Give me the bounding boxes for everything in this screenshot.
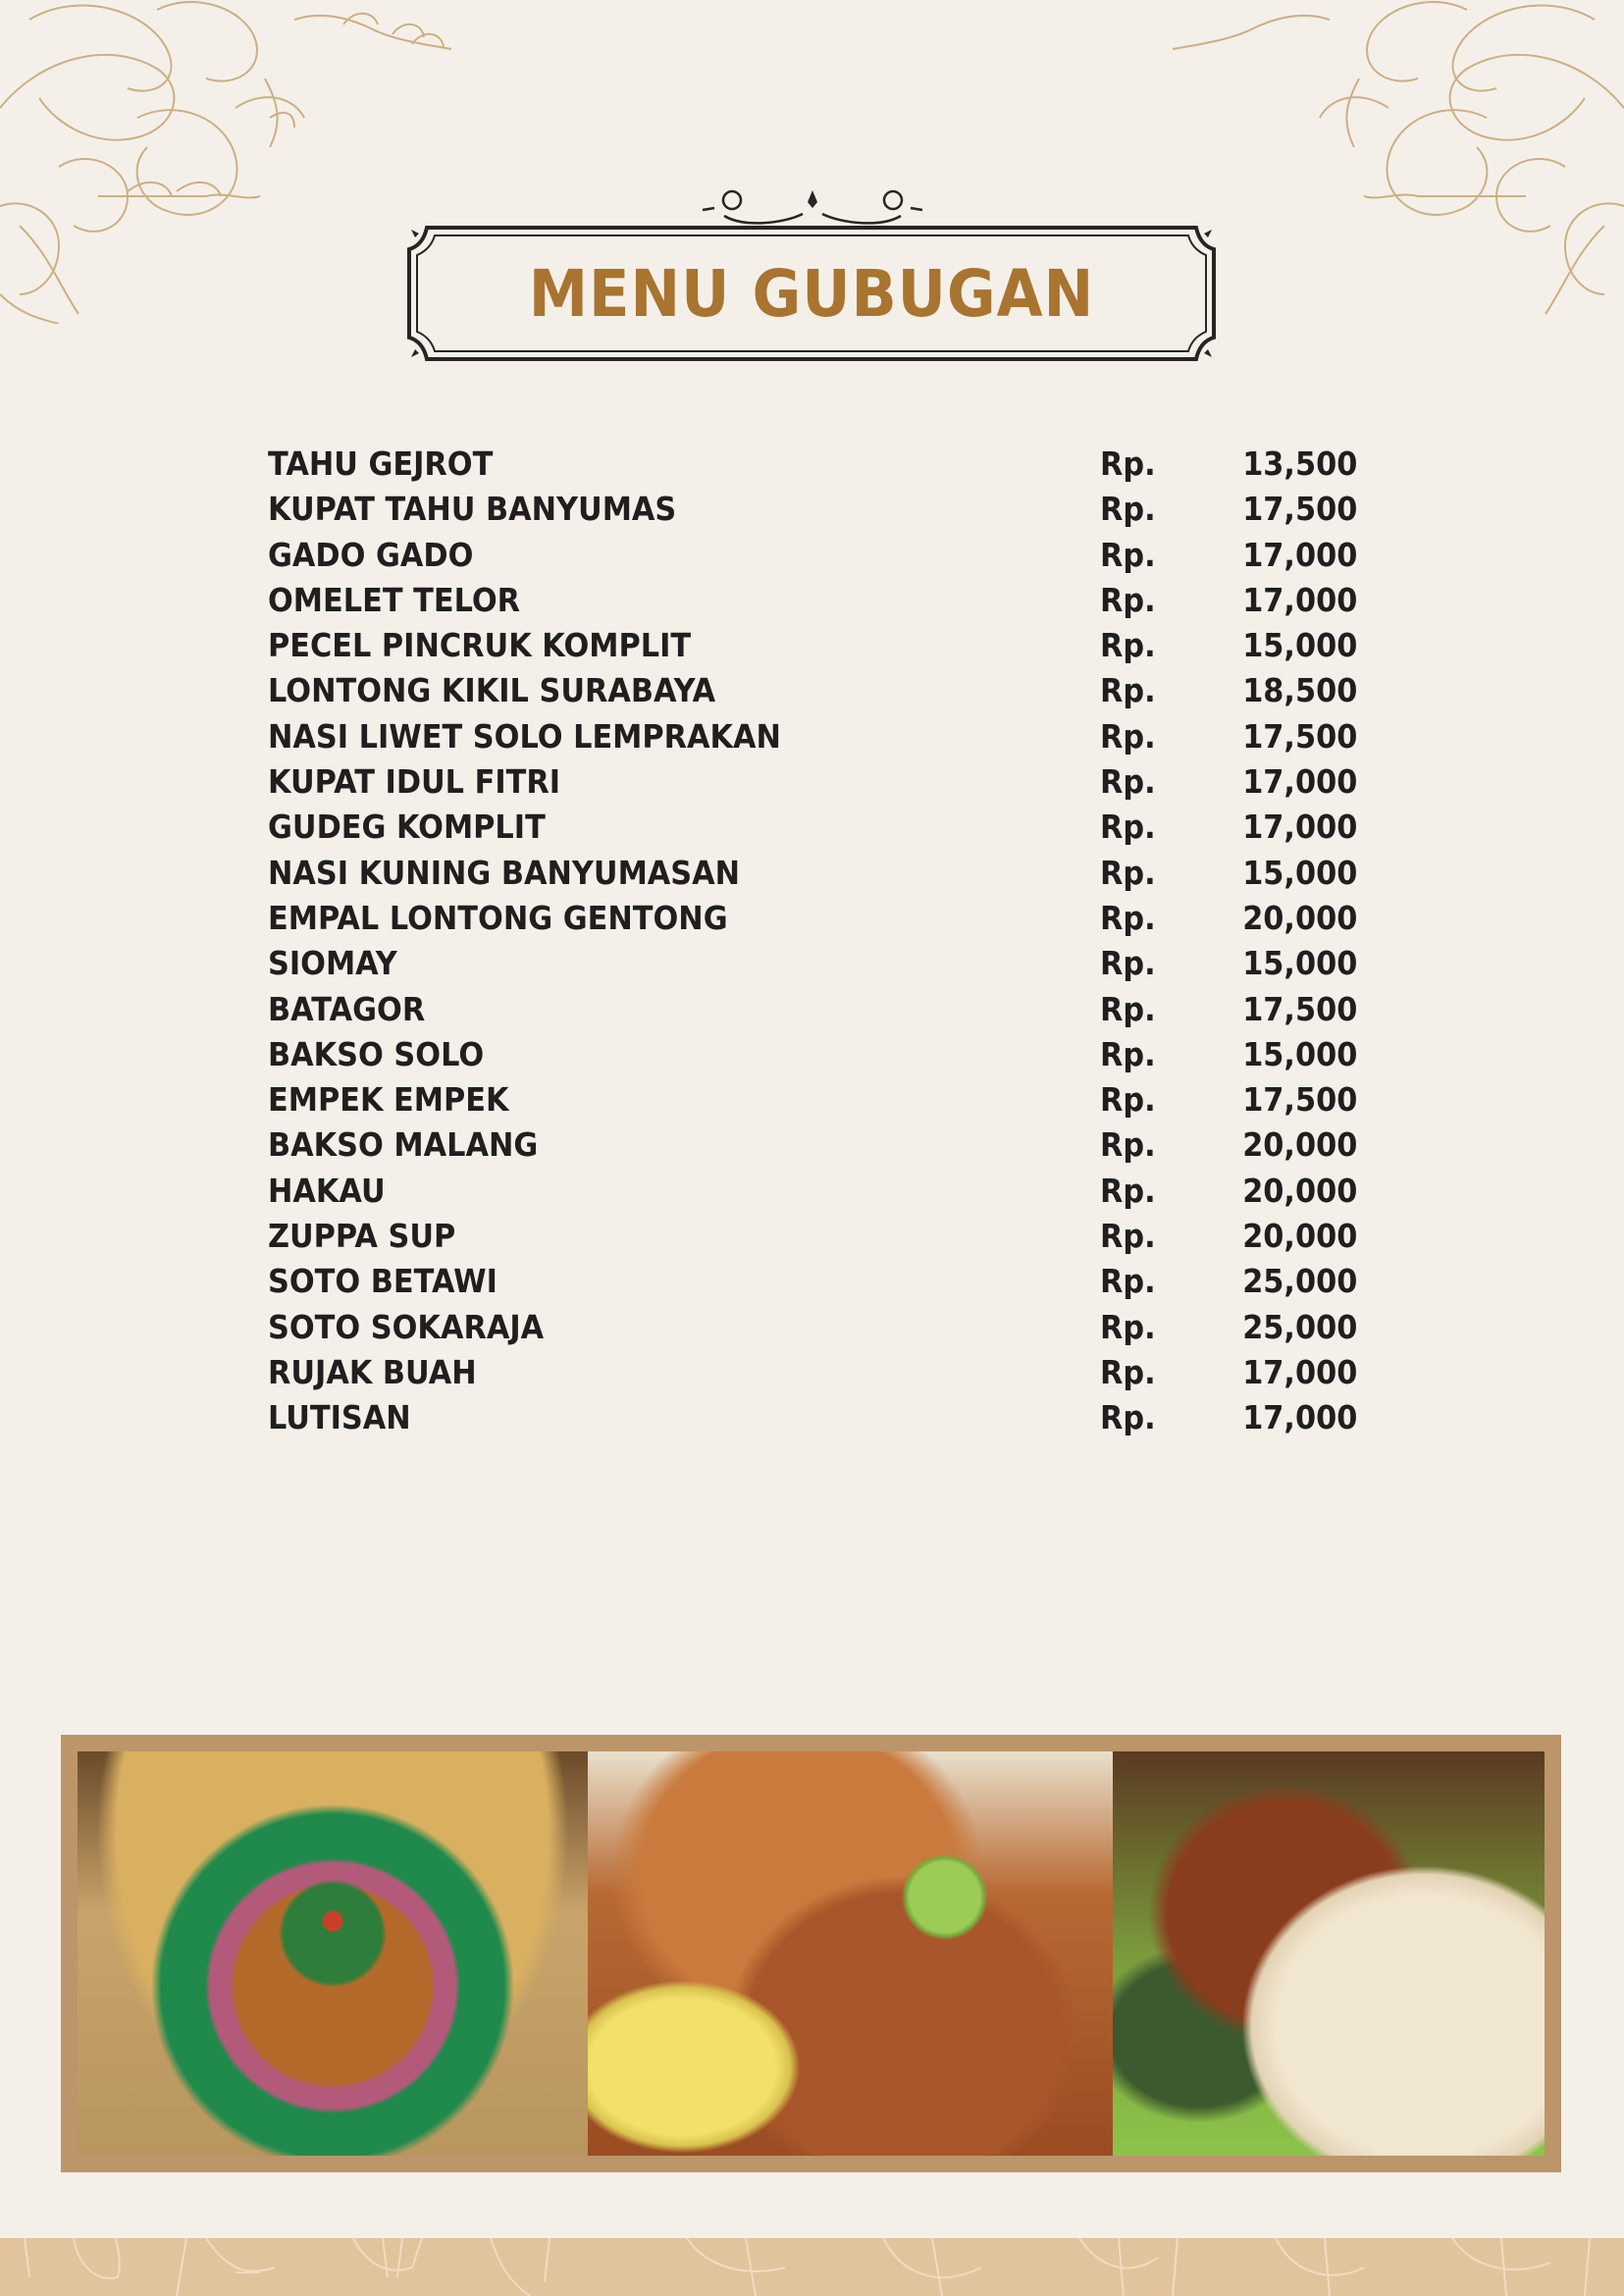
item-currency: Rp. bbox=[1100, 716, 1156, 756]
item-price: 20,000 bbox=[1241, 1125, 1357, 1165]
menu-item bbox=[268, 896, 1357, 941]
menu-item bbox=[268, 1077, 1357, 1122]
item-price: 15,000 bbox=[1241, 853, 1357, 892]
item-price: 17,500 bbox=[1241, 490, 1357, 529]
floral-corner-left-icon bbox=[0, 0, 461, 324]
bottom-decorative-band bbox=[0, 2238, 1624, 2296]
item-name: KUPAT TAHU BANYUMAS bbox=[268, 490, 677, 529]
item-currency: Rp. bbox=[1100, 762, 1156, 802]
item-currency: Rp. bbox=[1100, 1307, 1156, 1346]
item-name: KUPAT IDUL FITRI bbox=[268, 762, 561, 802]
menu-item bbox=[268, 533, 1357, 578]
item-name: OMELET TELOR bbox=[268, 580, 521, 619]
menu-item bbox=[268, 487, 1357, 532]
menu-item bbox=[268, 714, 1357, 759]
item-price: 17,000 bbox=[1241, 580, 1357, 619]
item-currency: Rp. bbox=[1100, 1080, 1156, 1120]
item-currency: Rp. bbox=[1100, 490, 1156, 529]
floral-corner-right-icon bbox=[1163, 0, 1624, 324]
item-name: PECEL PINCRUK KOMPLIT bbox=[268, 626, 692, 665]
photo-frame bbox=[61, 1735, 1561, 2172]
menu-item bbox=[268, 941, 1357, 986]
item-currency: Rp. bbox=[1100, 626, 1156, 665]
item-name: TAHU GEJROT bbox=[268, 444, 494, 483]
menu-item bbox=[268, 851, 1357, 896]
item-price: 17,000 bbox=[1241, 1352, 1357, 1391]
menu-item bbox=[268, 623, 1357, 668]
title-flourish-icon bbox=[695, 186, 930, 228]
item-name: BATAGOR bbox=[268, 989, 426, 1028]
food-photo-pecel-rempeyek-icon bbox=[1113, 1751, 1545, 2156]
leaf-pattern-icon bbox=[0, 2238, 1624, 2296]
item-name: BAKSO SOLO bbox=[268, 1034, 485, 1073]
item-price: 17,500 bbox=[1241, 989, 1357, 1028]
menu-item bbox=[268, 987, 1357, 1032]
item-name: NASI KUNING BANYUMASAN bbox=[268, 853, 741, 892]
menu-item bbox=[268, 1305, 1357, 1350]
menu-item bbox=[268, 1214, 1357, 1259]
item-price: 18,500 bbox=[1241, 671, 1357, 710]
item-name: EMPAL LONTONG GENTONG bbox=[268, 898, 728, 937]
item-price: 15,000 bbox=[1241, 944, 1357, 983]
item-currency: Rp. bbox=[1100, 1217, 1156, 1256]
item-name: NASI LIWET SOLO LEMPRAKAN bbox=[268, 716, 781, 756]
item-currency: Rp. bbox=[1100, 944, 1156, 983]
menu-item bbox=[268, 1169, 1357, 1214]
item-name: LONTONG KIKIL SURABAYA bbox=[268, 671, 716, 710]
item-name: BAKSO MALANG bbox=[268, 1125, 539, 1165]
item-currency: Rp. bbox=[1100, 1125, 1156, 1165]
food-photo-tumpeng-platter-icon bbox=[78, 1751, 588, 2156]
item-name: SOTO BETAWI bbox=[268, 1262, 498, 1301]
item-price: 15,000 bbox=[1241, 626, 1357, 665]
item-currency: Rp. bbox=[1100, 444, 1156, 483]
item-currency: Rp. bbox=[1100, 671, 1156, 710]
item-price: 20,000 bbox=[1241, 1217, 1357, 1256]
item-price: 25,000 bbox=[1241, 1307, 1357, 1346]
item-price: 15,000 bbox=[1241, 1034, 1357, 1073]
item-name: LUTISAN bbox=[268, 1398, 411, 1437]
item-currency: Rp. bbox=[1100, 853, 1156, 892]
item-name: EMPEK EMPEK bbox=[268, 1080, 509, 1120]
item-price: 17,000 bbox=[1241, 808, 1357, 847]
item-name: GADO GADO bbox=[268, 535, 474, 574]
menu-item bbox=[268, 578, 1357, 623]
item-currency: Rp. bbox=[1100, 1171, 1156, 1210]
item-price: 25,000 bbox=[1241, 1262, 1357, 1301]
item-currency: Rp. bbox=[1100, 989, 1156, 1028]
item-price: 17,500 bbox=[1241, 716, 1357, 756]
menu-item bbox=[268, 442, 1357, 487]
page-title: MENU GUBUGAN bbox=[528, 255, 1095, 332]
item-name: GUDEG KOMPLIT bbox=[268, 808, 546, 847]
menu-item bbox=[268, 1259, 1357, 1304]
menu-item bbox=[268, 668, 1357, 713]
photo-strip bbox=[78, 1751, 1545, 2156]
menu-item bbox=[268, 759, 1357, 805]
item-price: 13,500 bbox=[1241, 444, 1357, 483]
item-name: SIOMAY bbox=[268, 944, 397, 983]
item-price: 17,000 bbox=[1241, 1398, 1357, 1437]
menu-item bbox=[268, 1395, 1357, 1440]
food-photo-kupat-tahu-icon bbox=[588, 1751, 1113, 2156]
menu-item bbox=[268, 805, 1357, 850]
item-currency: Rp. bbox=[1100, 1262, 1156, 1301]
item-currency: Rp. bbox=[1100, 535, 1156, 574]
item-price: 17,000 bbox=[1241, 762, 1357, 802]
item-currency: Rp. bbox=[1100, 1034, 1156, 1073]
menu-item bbox=[268, 1032, 1357, 1077]
item-price: 17,000 bbox=[1241, 535, 1357, 574]
item-currency: Rp. bbox=[1100, 1398, 1156, 1437]
item-price: 20,000 bbox=[1241, 1171, 1357, 1210]
item-name: HAKAU bbox=[268, 1171, 386, 1210]
item-currency: Rp. bbox=[1100, 1352, 1156, 1391]
item-name: SOTO SOKARAJA bbox=[268, 1307, 545, 1346]
menu-list bbox=[268, 442, 1357, 1441]
menu-item bbox=[268, 1350, 1357, 1395]
item-price: 17,500 bbox=[1241, 1080, 1357, 1120]
item-name: ZUPPA SUP bbox=[268, 1217, 456, 1256]
item-currency: Rp. bbox=[1100, 808, 1156, 847]
item-price: 20,000 bbox=[1241, 898, 1357, 937]
item-name: RUJAK BUAH bbox=[268, 1352, 477, 1391]
menu-item bbox=[268, 1122, 1357, 1168]
item-currency: Rp. bbox=[1100, 580, 1156, 619]
item-currency: Rp. bbox=[1100, 898, 1156, 937]
